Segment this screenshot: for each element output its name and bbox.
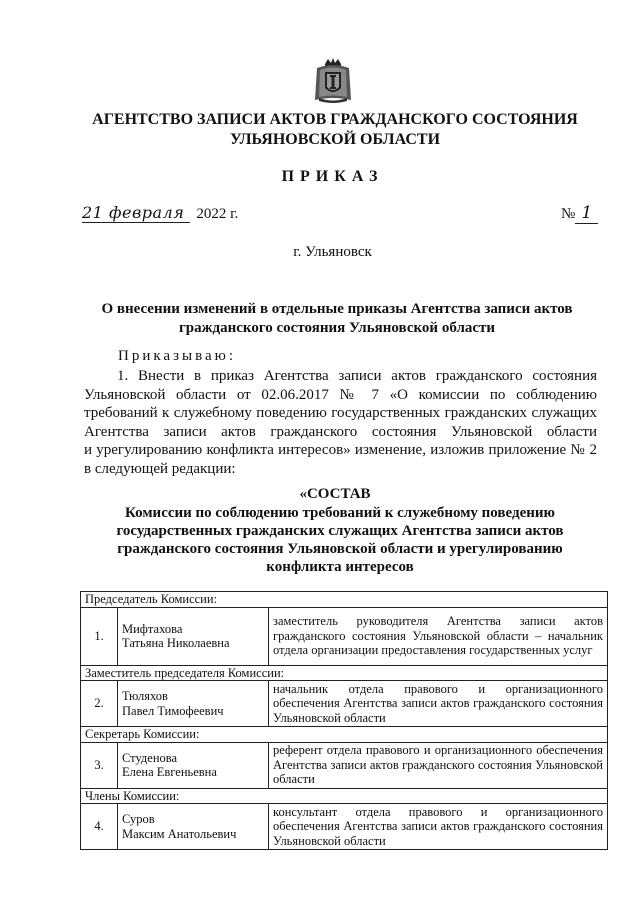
member-name — [118, 742, 269, 788]
coat-of-arms-icon — [311, 56, 355, 104]
section-row — [81, 727, 608, 743]
subject-line2: гражданского состояния Ульяновской области — [178, 320, 496, 336]
paragraph-line: Агентства записи актов гражданского состояния Ульяновской области — [84, 423, 597, 440]
member-given-names: Павел Тимофеевич — [122, 703, 224, 718]
composition-line: государственных гражданских служащих Агентства записи актов — [116, 523, 564, 539]
section-row — [81, 788, 608, 804]
paragraph-line: и урегулированию конфликта интересов» изменение, изложив приложение № 2 — [84, 442, 597, 458]
paragraph-line: в следующей редакции: — [84, 460, 236, 477]
member-surname: Суров — [122, 812, 155, 826]
member-given-names: Татьяна Николаевна — [122, 636, 230, 650]
table-row — [81, 804, 608, 850]
paragraph-line: 1. Внести в приказ Агентства записи актов гражданского состояния — [117, 368, 597, 384]
city: г. Ульяновск — [293, 244, 372, 260]
member-surname: Мифтахова — [122, 621, 183, 636]
document-type: ПРИКАЗ — [281, 168, 384, 185]
section-heading: Заместитель председателя Комиссии: — [81, 665, 608, 681]
row-number: 2. — [81, 681, 118, 727]
section-row — [81, 592, 608, 608]
row-number: 1. — [81, 607, 118, 665]
table-row — [81, 681, 608, 727]
subject-line1: О внесении изменений в отдельные приказы Агентства записи актов — [101, 301, 573, 317]
members-table — [80, 591, 608, 850]
table-row — [81, 607, 608, 665]
composition-title: «СОСТАВ — [299, 486, 371, 502]
member-given-names: Максим Анатольевич — [122, 826, 237, 841]
order-date — [82, 203, 238, 223]
member-surname: Тюляхов — [122, 689, 168, 703]
row-number: 3. — [81, 742, 118, 788]
member-position: референт отдела правового и организационного обеспечения Агентства записи актов гражданского состояния Ульяновской области — [269, 742, 608, 788]
member-name — [118, 607, 269, 665]
composition-line: конфликта интересов — [266, 559, 414, 575]
section-row — [81, 665, 608, 681]
handwritten-date: 21 февраля — [82, 203, 190, 223]
paragraph-line: Ульяновской области от 02.06.2017 № 7 «О комиссии по соблюдению — [84, 386, 597, 403]
section-heading: Секретарь Комиссии: — [81, 727, 608, 743]
member-position: начальник отдела правового и организационного обеспечения Агентства записи актов гражданского состояния Ульяновской области — [269, 681, 608, 727]
composition-line: Комиссии по соблюдению требований к служебному поведению — [124, 505, 555, 521]
order-word: Приказываю: — [118, 348, 236, 364]
member-name — [118, 681, 269, 727]
member-position: заместитель руководителя Агентства записи актов гражданского состояния Ульяновской области – начальник отдела организации предоставления государственных услуг — [269, 607, 608, 665]
agency-title-line1: АГЕНТСТВО ЗАПИСИ АКТОВ ГРАЖДАНСКОГО СОСТОЯНИЯ — [92, 111, 578, 128]
member-position: консультант отдела правового и организационного обеспечения Агентства записи актов гражданского состояния Ульяновской области — [269, 804, 608, 850]
agency-title-line2: УЛЬЯНОВСКОЙ ОБЛАСТИ — [229, 131, 441, 148]
number-label: № — [561, 206, 576, 222]
order-year: 2022 г. — [196, 206, 239, 222]
section-heading: Члены Комиссии: — [81, 788, 608, 804]
section-heading: Председатель Комиссии: — [81, 592, 608, 608]
paragraph-line: требований к служебному поведению государственных гражданских служащих — [84, 405, 597, 421]
member-given-names: Елена Евгеньевна — [122, 765, 217, 779]
order-number — [561, 203, 598, 224]
member-name — [118, 804, 269, 850]
composition-line: гражданского состояния Ульяновской области и урегулированию — [117, 541, 563, 557]
handwritten-number: 1 — [575, 203, 598, 224]
table-row — [81, 742, 608, 788]
member-surname: Студенова — [122, 750, 178, 765]
row-number: 4. — [81, 804, 118, 850]
